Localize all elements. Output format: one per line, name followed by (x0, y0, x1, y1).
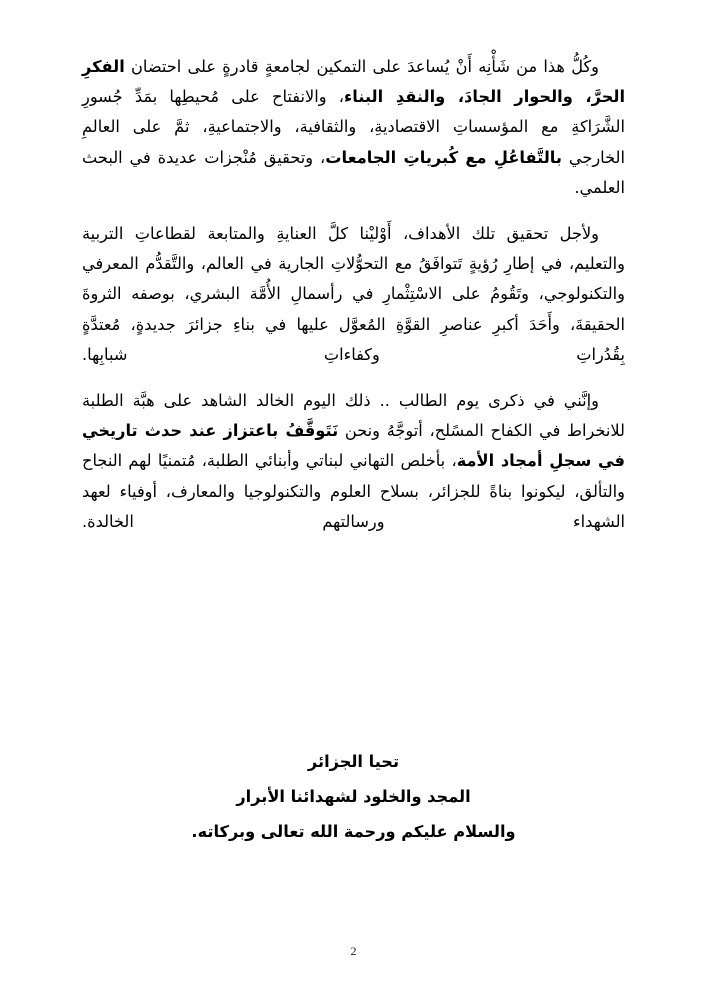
emphasis-run: نَتَوقَّفُ باعتزاز عند حدث تاريخي في سجلِ أمجاد الأمة (82, 421, 626, 471)
text-run: ، وتحقيق مُنْجزات عديدة في البحث العلمي. (82, 147, 625, 197)
paragraph-1 (82, 52, 625, 203)
closing-line-2: المجد والخلود لشهدائنا الأبرار (236, 787, 471, 806)
closing-line-1: تحيا الجزائر (307, 752, 400, 771)
text-run: وإنَّني في ذكرى يوم الطالب .. ذلك اليوم الخالد الشاهد على هبَّة الطلبة للانخراط في الكفاح المسًلح، أتوجَّهُ ونحن (82, 391, 625, 441)
emphasis-run: بالتَّفاعُلِ مع كُبرياتِ الجامعات (325, 147, 562, 167)
text-run: وكُلُّ هذا من شَأْنِه أَنْ يُساعدَ على التمكين لجامعةٍ قادرةٍ على احتضان (124, 57, 599, 76)
document-body (82, 52, 625, 537)
text-run: ، بأخلص التهاني لبناتي وأبنائي الطلبة، مُتمنيًا لهم النجاح والتألق، ليكونوا بناةً للجزائر، بسلاح العلوم والتكنولوجيا والمعارف، أوفياء لعهد الشهداء ورسالتهم الخالدة. (82, 451, 625, 531)
paragraph-3-text (82, 391, 625, 531)
closing-line-3: والسلام عليكم ورحمة الله تعالى وبركاته. (191, 822, 516, 841)
page-number: 2 (350, 944, 357, 958)
emphasis-run: الفكرِ الحرَّ، والحوار الجادَ، والنقدِ البناء (82, 57, 626, 107)
paragraph-1-text (82, 57, 625, 197)
closing-block (0, 744, 707, 849)
paragraph-2 (82, 219, 625, 370)
text-run: ، والانفتاح على مُحيطِها بمَدِّ جُسورِ الشَّرَاكةِ مع المؤسساتِ الاقتصاديةِ، والثقافية، والاجتماعيةِ، ثمَّ على العالمِ الخارجي (82, 87, 625, 167)
paragraph-3 (82, 386, 625, 537)
paragraph-2-text (82, 224, 625, 364)
text-run: ولأجل تحقيق تلك الأهداف، أَوْليْنا كلَّ العنايةِ والمتابعة لقطاعاتِ التربية والتعليم، في إطارِ رُؤيةٍ تَتوافَقُ مع التحوُّلاتِ الجارية في العالم، والتَّقدُّم المعرفي والتكنولوجي، وتَقُومُ على الاسْتِثْمارِ في رأسمالِ الأُمَّة البشري، بوصفه الثروةَ الحقيقةَ، وأَحَدَ أكبرِ عناصرِ القوَّةِ المُعوَّل عليها في بناءِ جزائرَ جديدةٍ، مُعتدَّةٍ بِقُدُراتِ وكفاءاتِ شبابِها. (82, 224, 625, 364)
